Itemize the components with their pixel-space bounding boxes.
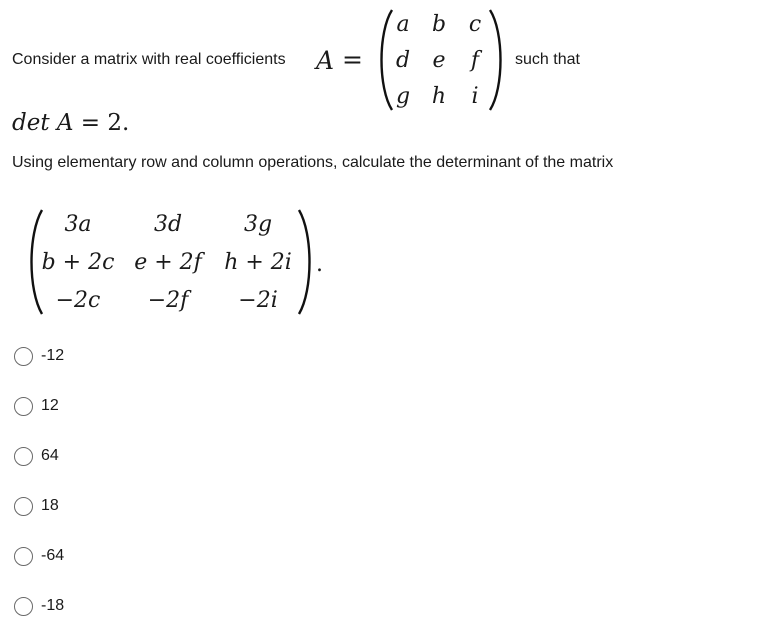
radio-button[interactable] [14, 497, 33, 516]
option-label: -12 [41, 347, 65, 364]
matrix-b-cell: −2f [147, 288, 189, 313]
matrix-b-cell: e + 2f [134, 250, 202, 275]
answer-option[interactable] [14, 594, 64, 618]
matrix-b-right-paren [293, 208, 317, 316]
option-label: -64 [41, 547, 65, 564]
option-label: 12 [41, 397, 59, 414]
instruction-text: Using elementary row and column operations, calculate the determinant of the matrix [12, 154, 614, 171]
determinant-condition [12, 110, 129, 136]
det-value: = 2. [73, 110, 130, 136]
matrix-a-cell: g [395, 84, 411, 109]
radio-button[interactable] [14, 347, 33, 366]
answer-option[interactable] [14, 444, 59, 468]
option-label: -18 [41, 597, 65, 614]
matrix-b-cell: −2i [238, 288, 278, 313]
matrix-b-cell: 3g [243, 212, 273, 237]
matrix-a-cell: e [432, 48, 446, 73]
matrix-b-cell: −2c [55, 288, 101, 313]
answer-option[interactable] [14, 394, 59, 418]
question-intro: Consider a matrix with real coefficients [12, 51, 286, 68]
equals-sign: = [342, 45, 363, 74]
matrix-a-right-paren [484, 8, 508, 112]
answer-option[interactable] [14, 344, 64, 368]
matrix-a-cell: b [431, 12, 447, 37]
radio-button[interactable] [14, 447, 33, 466]
matrix-a-cell: a [396, 12, 410, 37]
matrix-a-cell: d [395, 48, 411, 73]
matrix-a-cell: c [468, 12, 482, 37]
option-label: 18 [41, 497, 59, 514]
det-prefix: det A [12, 110, 74, 136]
matrix-a-cell: f [470, 48, 480, 73]
matrix-b-cell: 3a [64, 212, 92, 237]
radio-button[interactable] [14, 597, 33, 616]
matrix-b-cell: 3d [153, 212, 183, 237]
matrix-a-cell: i [471, 84, 479, 109]
such-that-text: such that [515, 51, 580, 68]
radio-button[interactable] [14, 547, 33, 566]
option-label: 64 [41, 447, 59, 464]
answer-option[interactable] [14, 494, 59, 518]
matrix-b-cell: h + 2i [224, 250, 292, 275]
radio-button[interactable] [14, 397, 33, 416]
matrix-a-cell: h [431, 84, 447, 109]
matrix-name: A [316, 46, 335, 75]
matrix-b-cell: b + 2c [41, 250, 115, 275]
answer-option[interactable] [14, 544, 64, 568]
matrix-b-period: . [316, 252, 323, 277]
